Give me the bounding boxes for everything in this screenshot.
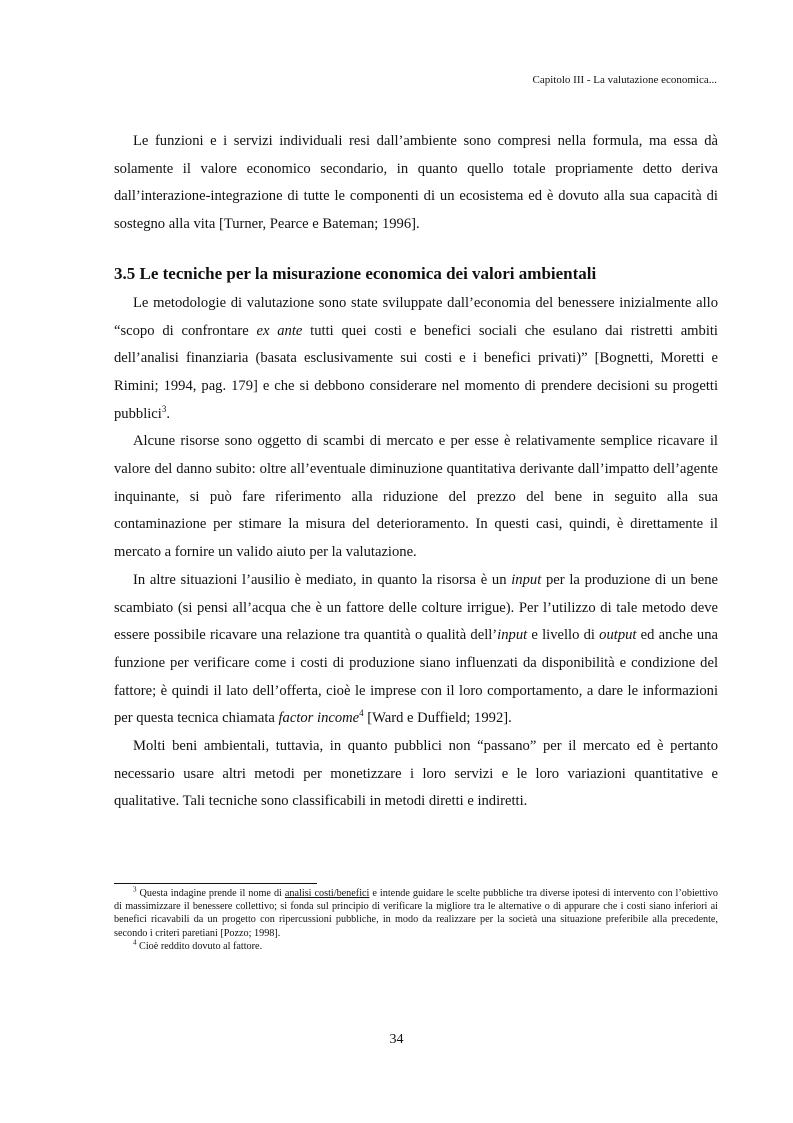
paragraph-2 bbox=[114, 290, 718, 429]
footnote-number: 4 bbox=[133, 938, 137, 947]
text-run: per la produzione di un bene scambiato (si pensi all’acqua che è un fattore delle colture irrigue). Per l’utilizzo di tale metodo deve essere possibile ricavare una relazione tra quantità o qualità dell’ bbox=[114, 571, 718, 644]
footnote-divider bbox=[114, 883, 317, 884]
italic-term: input bbox=[511, 571, 542, 588]
text-run: Questa indagine prende il nome di bbox=[136, 888, 285, 899]
text-run: Cioè reddito dovuto al fattore. bbox=[136, 940, 263, 952]
text-run: e livello di bbox=[527, 627, 600, 644]
footnotes bbox=[114, 883, 718, 953]
text-run: . bbox=[166, 405, 170, 422]
section-heading: 3.5 Le tecniche per la misurazione economica dei valori ambientali bbox=[114, 263, 597, 283]
footnote-number: 3 bbox=[133, 885, 137, 894]
text-run: e intende guidare le scelte pubbliche tra diverse ipotesi di intervento con l’obiettivo di massimizzare il benessere collettivo; si fonda sul principio di verificare la migliore tra le alternative o di appurare che i costi siano inferiori ai benefici ricavabili da un progetto con ripercussioni pubbliche, in modo da realizzare per la società una situazione preferibile alla precedente, secondo i criteri paretiani [Pozzo; 1998]. bbox=[114, 888, 718, 939]
running-header: Capitolo III - La valutazione economica... bbox=[532, 74, 717, 86]
text-run: In altre situazioni l’ausilio è mediato, in quanto la risorsa è un bbox=[133, 571, 512, 588]
underlined-term: analisi costi/benefici bbox=[284, 888, 370, 899]
text-run: ed anche una funzione per verificare come i costi di produzione siano influenzati da disponibilità e condizione del fattore; è quindi il lato dell’offerta, cioè le imprese con il loro comportamento, a dare le informazioni per questa tecnica chiamata bbox=[114, 627, 718, 727]
italic-term: output bbox=[599, 627, 637, 644]
paragraph-4 bbox=[114, 567, 718, 733]
page-number: 34 bbox=[389, 1032, 404, 1047]
text-run: Le metodologie di valutazione sono state sviluppate dall’economia del benessere inizialmente allo “scopo di confrontare bbox=[114, 294, 718, 339]
italic-term: ex ante bbox=[256, 322, 303, 339]
body-text bbox=[114, 128, 718, 816]
italic-term: factor income bbox=[278, 710, 360, 727]
italic-term: input bbox=[497, 627, 528, 644]
footnote-ref[interactable]: 3 bbox=[161, 403, 167, 414]
paragraph-3: Alcune risorse sono oggetto di scambi di mercato e per esse è relativamente semplice ricavare il valore del danno subito: oltre all’eventuale diminuzione quantitativa derivante dall’impatto dell’agente inquinante, si può fare riferimento alla riduzione del prezzo del bene in seguito alla sua contaminazione per stimare la misura del deterioramento. In questi casi, quindi, è direttamente il mercato a fornire un valido aiuto per la valutazione. bbox=[114, 433, 718, 561]
text-run: [Ward e Duffield; 1992]. bbox=[363, 710, 512, 727]
paragraph-5: Molti beni ambientali, tuttavia, in quanto pubblici non “passano” per il mercato ed è pertanto necessario usare altri metodi per monetizzare i loro servizi e le loro variazioni quantitative e qualitative. Tali tecniche sono classificabili in metodi diretti e indiretti. bbox=[114, 738, 718, 810]
footnote-3 bbox=[114, 887, 718, 940]
text-run: tutti quei costi e benefici sociali che esulano dai ristretti ambiti dell’analisi finanziaria (basata esclusivamente sui costi e i benefici privati)” [Bognetti, Moretti e Rimini; 1994, pag. 179] e che si debbono considerare nel momento di prendere decisioni su progetti pubblici bbox=[114, 322, 718, 422]
footnote-4 bbox=[114, 940, 718, 953]
paragraph-1: Le funzioni e i servizi individuali resi dall’ambiente sono compresi nella formula, ma essa dà solamente il valore economico secondario, in quanto quello totale propriamente detto deriva dall’interazione-integrazione di tutte le componenti di un ecosistema ed è dovuto alla sua capacità di sostegno alla vita [Turner, Pearce e Bateman; 1996]. bbox=[114, 133, 718, 233]
footnote-ref[interactable]: 4 bbox=[359, 708, 364, 719]
